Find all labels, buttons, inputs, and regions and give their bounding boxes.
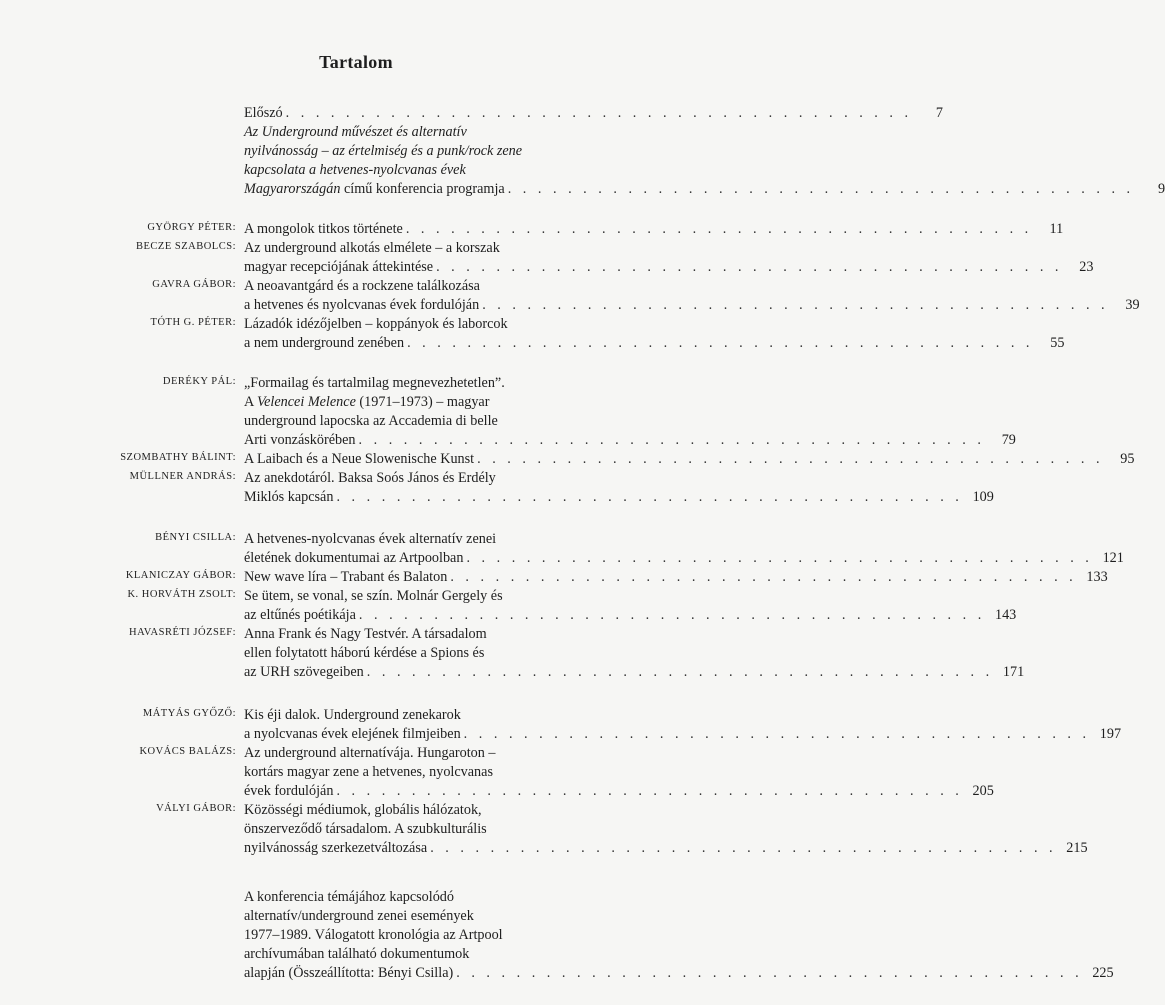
leader-dots: . . . . . . . . . . . . . . . . . . . . . . . . . . . . . . . . . . . . . . . . . . [405,221,1033,237]
page-number: 109 [972,489,994,505]
page-number: 225 [1092,965,1114,981]
line-text: New wave líra – Trabant és Balaton [244,569,448,585]
line-text-wrap [244,161,466,180]
toc-entry [0,587,1017,625]
entry-author: MÜLLNER ANDRÁS: [129,471,236,482]
toc-entry [0,530,1124,568]
leader-dots: . . . . . . . . . . . . . . . . . . . . . . . . . . . . . . . . . . . . . . . . . . [336,783,963,799]
entry-author: K. HORVÁTH ZSOLT: [127,589,236,600]
entry-author: HAVASRÉTI JÓZSEF: [128,627,236,638]
title-line [244,315,594,334]
title-line [244,469,594,488]
page-number: 121 [1102,550,1124,566]
toc-group [0,706,1122,858]
line-text: archívumában található dokumentumok [244,946,470,962]
entry-title [244,801,1088,858]
line-text-wrap [244,706,461,725]
line-text-wrap [244,431,356,450]
title-line [244,625,594,644]
line-text-wrap [244,907,474,926]
page-number: 143 [994,607,1017,623]
title-line [244,644,594,663]
title-line [244,945,594,964]
leader-dots: . . . . . . . . . . . . . . . . . . . . . . . . . . . . . . . . . . . . . . . . . . [482,297,1109,313]
toc-entry [0,744,994,801]
toc-entry [0,315,1065,353]
line-text-wrap [244,469,496,488]
line-text: a nyolcvanas évek elejének filmjeiben [244,726,461,742]
line-text: nyilvánosság szerkezetváltozása [244,840,428,856]
entry-author: GYÖRGY PÉTER: [147,222,236,233]
line-text: Előszó [244,105,283,121]
title-line [244,839,1088,858]
title-line [244,161,594,180]
leader-dots: . . . . . . . . . . . . . . . . . . . . . . . . . . . . . . . . . . . . . . . . . . [456,965,1083,981]
title-line [244,488,994,507]
entry-title [244,469,994,507]
entry-title [244,374,1016,450]
line-text-wrap [244,488,333,507]
line-text-wrap [244,945,469,964]
title-line [244,801,594,820]
line-text-wrap [244,801,482,820]
toc-entry [0,568,1108,587]
line-text-wrap [244,549,463,568]
title-line [244,123,594,142]
title-line [244,606,1017,625]
line-text: kortárs magyar zene a hetvenes, nyolcvanas [244,764,493,780]
line-text: 1977–1989. Válogatott kronológia az Artpool [244,927,503,943]
line-text: „Formailag és tartalmilag megnevezhetetlen”. [244,375,505,391]
line-text-wrap [244,315,508,334]
line-text-wrap [244,744,496,763]
line-text-wrap [244,644,484,663]
line-text: Anna Frank és Nagy Testvér. A társadalom [244,626,487,642]
line-text-wrap [244,374,505,393]
entry-title [244,530,1124,568]
line-tail-text: című konferencia programja [340,181,505,197]
page-number: 133 [1086,569,1108,585]
title-line [244,587,594,606]
leader-dots: . . . . . . . . . . . . . . . . . . . . . . . . . . . . . . . . . . . . . . . . . . [358,432,985,448]
line-text-wrap [244,782,333,801]
title-line [244,104,944,123]
line-text-wrap [244,412,498,431]
toc-group [0,220,1140,353]
title-line [244,549,1124,568]
line-text-wrap [244,180,505,199]
line-text-wrap [244,220,403,239]
line-text-wrap [244,393,489,412]
leader-dots: . . . . . . . . . . . . . . . . . . . . . . . . . . . . . . . . . . . . . . . . . . [466,550,1093,566]
toc-entry [0,888,1114,983]
line-text-wrap [244,587,503,606]
line-text: a nem underground zenében [244,335,405,351]
title-line [244,782,994,801]
line-text: A Laibach és a Neue Slowenische Kunst [244,451,475,467]
title-line [244,964,1114,983]
title-line [244,450,1135,469]
title-line [244,296,1140,315]
table-of-contents [0,104,1165,1005]
entry-title [244,706,1122,744]
line-italic-text: Velencei Melence [257,394,356,410]
page-number: 9 [1158,181,1165,197]
entry-author: DERÉKY PÁL: [162,376,236,387]
line-text-wrap [244,964,453,983]
entry-title [244,587,1017,625]
line-text-wrap [244,625,487,644]
line-text-wrap [244,820,487,839]
page-number: 23 [1079,259,1094,275]
entry-title [244,277,1140,315]
entry-author: KOVÁCS BALÁZS: [139,746,236,757]
line-text: Miklós kapcsán [244,489,334,505]
line-text: kapcsolata a hetvenes-nyolcvanas évek [244,162,466,178]
line-text: nyilvánosság – az értelmiség és a punk/rock zene [244,143,523,159]
page-number: 7 [935,105,944,121]
title-line [244,568,1108,587]
line-text-wrap [244,530,496,549]
leader-dots: . . . . . . . . . . . . . . . . . . . . . . . . . . . . . . . . . . . . . . . . . . [463,726,1091,742]
line-text-wrap [244,839,427,858]
page-number: 215 [1066,840,1088,856]
line-text: évek fordulóján [244,783,334,799]
line-text: ellen folytatott háború kérdése a Spions és [244,645,485,661]
line-text: A [244,394,258,410]
toc-entry [0,277,1140,315]
toc-entry [0,104,1165,199]
title-line [244,277,594,296]
leader-dots: . . . . . . . . . . . . . . . . . . . . . . . . . . . . . . . . . . . . . . . . . . [366,664,994,680]
entry-title [244,239,1094,277]
line-text: alternatív/underground zenei események [244,908,474,924]
title-line [244,374,594,393]
entry-title [244,104,1165,199]
entry-author: GAVRA GÁBOR: [152,279,236,290]
title-line [244,706,594,725]
toc-entry [0,801,1088,858]
line-text: Az underground alternatívája. Hungaroton – [244,745,496,761]
entry-author: SZOMBATHY BÁLINT: [120,452,236,463]
page-number: 197 [1099,726,1122,742]
entry-author: MÁTYÁS GYŐZŐ: [142,708,236,719]
title-line [244,142,594,161]
line-text-wrap [244,725,461,744]
line-text-wrap [244,568,447,587]
title-line [244,888,594,907]
line-text: A hetvenes-nyolcvanas évek alternatív zenei [244,531,497,547]
line-text-wrap [244,926,503,945]
toc-entry [0,220,1064,239]
toc-group [0,104,1165,199]
page-number: 55 [1050,335,1065,351]
title-line [244,239,594,258]
toc-entry [0,625,1025,682]
title-line [244,725,1122,744]
toc-entry [0,469,994,507]
title-line [244,258,1094,277]
leader-dots: . . . . . . . . . . . . . . . . . . . . . . . . . . . . . . . . . . . . . . . . . . [436,259,1063,275]
line-text-wrap [244,277,480,296]
toc-entry [0,706,1122,744]
title-line [244,334,1065,353]
entry-title [244,220,1064,239]
title-line [244,926,594,945]
leader-dots: . . . . . . . . . . . . . . . . . . . . . . . . . . . . . . . . . . . . . . . . . . [430,840,1057,856]
page-number: 171 [1002,664,1025,680]
leader-dots: . . . . . . . . . . . . . . . . . . . . . . . . . . . . . . . . . . . . . . . . . . [285,105,913,121]
line-text-wrap [244,296,479,315]
page-number: 11 [1049,221,1064,237]
line-text-wrap [244,663,364,682]
title-line [244,663,1025,682]
toc-entry [0,374,1016,450]
toc-group [0,888,1114,983]
line-text-wrap [244,763,493,782]
line-text: magyar recepciójának áttekintése [244,259,434,275]
title-line [244,220,1064,239]
line-text-wrap [244,142,522,161]
title-line [244,180,1165,199]
title-line [244,431,1016,450]
line-text-wrap [244,123,467,142]
title-line [244,907,594,926]
title-line [244,412,594,431]
entry-title [244,568,1108,587]
line-text: Az Underground művészet és alternatív [244,124,467,140]
entry-author: KLANICZAY GÁBOR: [125,570,236,581]
line-text-wrap [244,239,500,258]
entry-author: TÓTH G. PÉTER: [150,317,236,328]
toc-entry [0,450,1135,469]
title-line [244,393,594,412]
page-number: 205 [972,783,994,799]
leader-dots: . . . . . . . . . . . . . . . . . . . . . . . . . . . . . . . . . . . . . . . . . . [358,607,986,623]
entry-author: BECZE SZABOLCS: [136,241,236,252]
entry-author: BÉNYI CSILLA: [155,532,236,543]
page-number: 95 [1120,451,1135,467]
line-text: Se ütem, se vonal, se szín. Molnár Gergely és [244,588,503,604]
entry-title [244,450,1135,469]
page-title: Tartalom [319,52,393,72]
title-line [244,530,594,549]
title-line [244,820,594,839]
line-text: A konferencia témájához kapcsolódó [244,889,454,905]
entry-title [244,625,1025,682]
line-text-wrap [244,104,283,123]
leader-dots: . . . . . . . . . . . . . . . . . . . . . . . . . . . . . . . . . . . . . . . . . . [477,451,1104,467]
line-text: Kis éji dalok. Underground zenekarok [244,707,461,723]
line-text: az eltűnés poétikája [244,607,356,623]
page-number: 39 [1125,297,1140,313]
line-text: a hetvenes és nyolcvanas évek fordulóján [244,297,480,313]
line-text-wrap [244,606,356,625]
leader-dots: . . . . . . . . . . . . . . . . . . . . . . . . . . . . . . . . . . . . . . . . . . [450,569,1077,585]
leader-dots: . . . . . . . . . . . . . . . . . . . . . . . . . . . . . . . . . . . . . . . . . . [407,335,1034,351]
line-text: Arti vonzáskörében [244,432,356,448]
leader-dots: . . . . . . . . . . . . . . . . . . . . . . . . . . . . . . . . . . . . . . . . . . [507,181,1135,197]
line-text-wrap [244,888,454,907]
line-text-wrap [244,258,433,277]
title-line [244,744,594,763]
line-text: alapján (Összeállította: Bényi Csilla) [244,965,454,981]
entry-author: VÁLYI GÁBOR: [156,803,236,814]
line-tail-text: (1971–1973) – magyar [355,394,490,410]
entry-title [244,888,1114,983]
entry-title [244,744,994,801]
line-text: életének dokumentumai az Artpoolban [244,550,464,566]
line-text-wrap [244,450,474,469]
line-text: Az underground alkotás elmélete – a korszak [244,240,500,256]
toc-group [0,374,1135,507]
leader-dots: . . . . . . . . . . . . . . . . . . . . . . . . . . . . . . . . . . . . . . . . . . [336,489,963,505]
line-text: Magyarországán [244,181,341,197]
line-text: A neoavantgárd és a rockzene találkozása [244,278,480,294]
line-text: önszerveződő társadalom. A szubkulturális [244,821,487,837]
line-text: Közösségi médiumok, globális hálózatok, [244,802,482,818]
title-line [244,763,594,782]
line-text: Az anekdotáról. Baksa Soós János és Erdély [244,470,496,486]
entry-title [244,315,1065,353]
line-text: az URH szövegeiben [244,664,364,680]
line-text-wrap [244,334,404,353]
toc-entry [0,239,1094,277]
line-text: A mongolok titkos története [244,221,403,237]
line-text: underground lapocska az Accademia di belle [244,413,498,429]
toc-group [0,530,1124,682]
page-number: 79 [1001,432,1016,448]
line-text: Lázadók idézőjelben – koppányok és laborcok [244,316,508,332]
